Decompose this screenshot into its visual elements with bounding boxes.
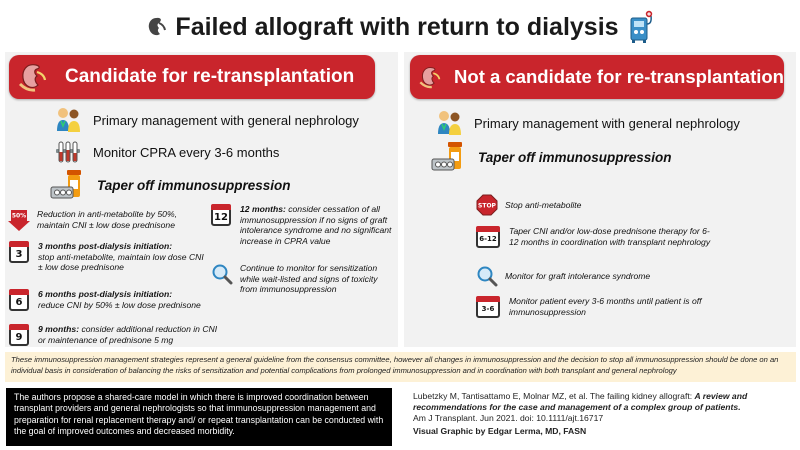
citation xyxy=(413,391,793,437)
left-item-monitor-text: Continue to monitor for sensitization while wait-listed and signs of toxicity from immunosuppression xyxy=(240,263,378,295)
left-item-3-months xyxy=(9,241,209,273)
summary-box xyxy=(6,388,392,446)
pill-bottle-icon xyxy=(430,141,468,173)
right-item-graft xyxy=(476,265,716,287)
calendar-6-label: 6 xyxy=(15,297,23,308)
kidney-transplant-icon xyxy=(17,60,51,94)
calendar-6-12-label: 6-12 xyxy=(479,235,497,243)
right-taper-text: Taper off immunosuppression xyxy=(478,149,672,165)
right-row-management xyxy=(434,108,740,138)
left-row-cpra xyxy=(53,137,279,167)
left-item-3-months-body: stop anti-metabolite, maintain low dose CNI ± low dose prednisone xyxy=(38,251,204,273)
left-item-9-months-text xyxy=(38,324,219,345)
down-arrow-50-label: 50% xyxy=(11,212,27,220)
test-tubes-icon xyxy=(53,137,83,167)
kidney-transplant-icon xyxy=(418,60,444,94)
kidney-icon xyxy=(147,16,167,38)
title-row xyxy=(0,8,800,46)
left-item-6-months-body: reduce CNI by 50% ± low dose prednisone xyxy=(38,299,201,310)
left-item-monitor xyxy=(211,263,397,295)
stop-sign-icon xyxy=(476,194,498,216)
citation-title: A review and recommendations for the case and management of a complex group of patients. xyxy=(413,391,748,413)
left-item-9-months-lead: 9 months: xyxy=(38,324,80,334)
left-management-text: Primary management with general nephrology xyxy=(93,112,359,128)
doctor-patient-icon xyxy=(53,105,83,135)
left-item-6-months-lead: 6 months post-dialysis initiation: xyxy=(38,289,173,299)
right-row-taper xyxy=(430,141,672,173)
citation-authors: Lubetzky M, Tantisattamo E, Molnar MZ, et al. The failing kidney allograft: xyxy=(413,391,695,401)
citation-text xyxy=(413,391,793,413)
calendar-12-label: 12 xyxy=(214,212,228,223)
doctor-patient-icon xyxy=(434,108,464,138)
graphic-credit: Visual Graphic by Edgar Lerma, MD, FASN xyxy=(413,425,587,436)
left-item-3-months-lead: 3 months post-dialysis initiation: xyxy=(38,241,173,251)
left-item-reduction-text: Reduction in anti-metabolite by 50%, maintain CNI ± low dose prednisone xyxy=(37,209,177,230)
right-item-stop-text: Stop anti-metabolite xyxy=(505,199,582,210)
calendar-9-label: 9 xyxy=(15,332,23,343)
calendar-9-icon xyxy=(9,324,29,346)
citation-journal: Am J Transplant. Jun 2021. doi: 10.1111/ajt.16717 xyxy=(413,413,604,424)
left-item-reduction xyxy=(8,209,208,231)
left-cpra-text: Monitor CPRA every 3-6 months xyxy=(93,144,280,160)
calendar-6-12-icon xyxy=(476,226,500,248)
not-candidate-banner-label: Not a candidate for re-transplantation xyxy=(454,66,784,87)
calendar-6-icon xyxy=(9,289,29,311)
candidate-banner xyxy=(9,55,375,99)
pill-bottle-icon xyxy=(49,169,87,201)
left-item-6-months-text xyxy=(38,289,201,310)
left-item-12-months xyxy=(211,204,397,247)
right-item-graft-text: Monitor for graft intolerance syndrome xyxy=(505,270,651,281)
left-item-3-months-text xyxy=(38,241,209,273)
left-item-9-months-body: consider additional reduction in CNI or maintenance of prednisone 5 mg xyxy=(38,324,218,345)
stop-sign-label: STOP xyxy=(478,202,496,210)
calendar-3-6-icon xyxy=(476,296,500,318)
dialysis-machine-icon xyxy=(627,10,653,44)
left-item-9-months xyxy=(9,324,219,346)
right-management-text: Primary management with general nephrology xyxy=(474,115,740,131)
magnifier-icon xyxy=(211,263,233,285)
right-item-taper xyxy=(476,226,716,248)
candidate-panel xyxy=(5,52,398,347)
magnifier-icon xyxy=(476,265,498,287)
left-item-12-months-lead: 12 months: xyxy=(240,204,286,214)
calendar-3-label: 3 xyxy=(15,249,23,260)
left-item-12-months-text xyxy=(240,204,397,247)
left-item-6-months xyxy=(9,289,209,311)
left-row-taper xyxy=(49,169,291,201)
right-item-taper-text: Taper CNI and/or low-dose prednisone therapy for 6-12 months in coordination with transplant nephrology xyxy=(509,226,711,247)
guideline-note-text: These immunosuppression management strategies represent a general guideline from the consensus committee, however all changes in immunosuppression and the decision to stop all immunosuppression should be done on an individual basis in consideration of balancing the risks of sensitization and potential complications from prolonged immunosuppression and in coordination with both transplant and general nephrology xyxy=(11,355,779,375)
calendar-12-icon xyxy=(211,204,231,226)
left-item-12-months-body: consider cessation of all immunosuppression if no signs of graft intolerance syndrome and no significant increase in CPRA value xyxy=(240,204,392,246)
candidate-banner-label: Candidate for re-transplantation xyxy=(65,66,355,87)
not-candidate-banner xyxy=(410,55,784,99)
page-title: Failed allograft with return to dialysis xyxy=(175,12,619,41)
calendar-3-icon xyxy=(9,241,29,263)
not-candidate-panel xyxy=(404,52,796,347)
left-taper-text: Taper off immunosuppression xyxy=(97,177,291,193)
right-item-monitor-text: Monitor patient every 3-6 months until patient is off immunosuppression xyxy=(509,296,702,317)
calendar-3-6-label: 3-6 xyxy=(481,305,495,313)
right-item-stop xyxy=(476,194,716,216)
down-arrow-50-icon xyxy=(8,209,30,231)
summary-text: The authors propose a shared-care model in which there is improved coordination between transplant providers and general nephrologists so that immunosuppression management and preparation for renal replacement therapy and/ or repeat transplantation can be conducted with the goal of improved outcomes and decreased morbidity. xyxy=(14,392,384,437)
guideline-note xyxy=(5,352,796,382)
right-item-monitor xyxy=(476,296,716,318)
left-row-management xyxy=(53,105,359,135)
